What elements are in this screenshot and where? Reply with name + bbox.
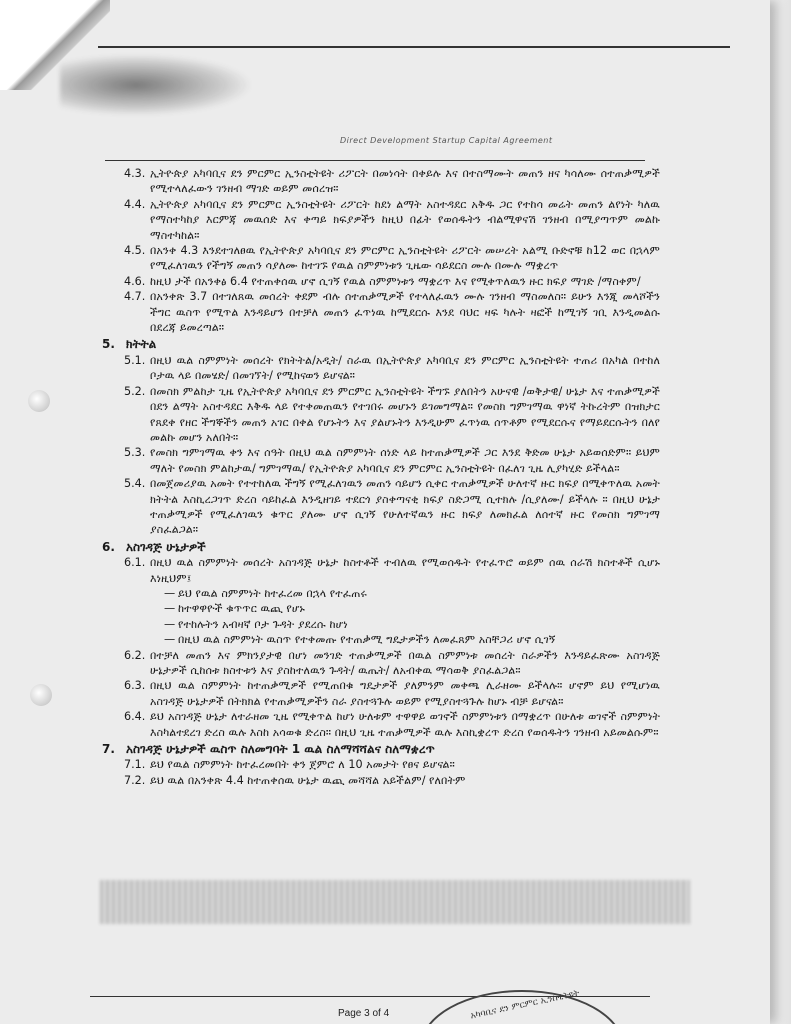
section-title: አስገዳጅ ሁኔታዎች — [126, 539, 206, 554]
clause-text: ኢትዮጵያ አካባቢና ደን ምርምር ኢንስቲትዩት ሪፖርት ከደነ ልማት አስተዳደር አቅዱ ጋር የተከሳ መሬት መጠን ልየነት ካለዉ የማስተካከያ እርምጃ መዉሰድ እና ቀጣይ ክፍያዎችን ከዚህ በፊት የወሰዱትን ብልሚዋናሽ ገንዘብ በሚያጣጥም መልኩ ማስተካከል። — [150, 197, 660, 242]
section-title: አስገዳጅ ሁኔታዎች ዉስጥ ስለመግባት 1 ዉል ስለማሻሻልና ስለማቋረጥ — [126, 742, 435, 757]
punch-hole-lower — [30, 684, 52, 706]
section-title: ክትትል — [126, 337, 157, 352]
clause-number: 7.2. — [124, 773, 146, 787]
clause-text: በዚህ ዉል ስምምነት ከተጠቃሚዎች የሚጠበቁ ግዴታዎች ያለምንም መቀጫ ሊራዘሙ ይችላሉ። ሆኖም ይህ የሚሆነዉ አስገዳጅ ሁኔታዎች በትክክል የተጠቃሚዎችን ስራ ያስተጓጉሉ ወይም የሚያስተጓጉሉ ከሆኑ ብቻ ይሆናል። — [150, 679, 660, 708]
condition-item — [100, 617, 660, 632]
dash-marker: — — [164, 617, 176, 631]
clause-5-1 — [100, 353, 660, 384]
clause-number: 5.3. — [124, 446, 146, 460]
dash-marker: — — [164, 586, 176, 600]
clause-text: በአንቀ 4.3 እንደተገለፀዉ የኢትዮጵያ አካባቢና ደን ምርምር ኢንስቲትዩት ሪፖርት መሠረት አልሚ ቡድኖቹ ከ12 ወር በኋላም የሚፈለገዉን የችግኝ መጠን ሳያለሙ ከተገኙ የዉል ስምምነቱን ጊዜው ሳይደርስ ሙሉ በሙሉ ማቋረጥ — [150, 244, 660, 273]
clause-text: ይህ የዉል ስምምነት ከተፈረመበት ቀን ጀምሮ ለ 10 አመታት የፀና ይሆናል። — [150, 758, 455, 772]
page-number: Page 3 of 4 — [338, 1008, 390, 1019]
faint-header-text: Direct Development Startup Capital Agreement — [340, 136, 553, 145]
clause-4-6 — [100, 274, 660, 289]
dash-marker: — — [164, 602, 176, 616]
section-number: 5. — [102, 337, 115, 352]
clause-number: 6.2. — [124, 648, 146, 662]
clause-text: በዚህ ዉል ስምምነት መሰረት አስገዳጅ ሁኔታ ከስተቶች ተብለዉ የሚወሰዱት የተፈጥሮ ወይም ሰዉ ሰራሽ ክስተቶች ሲሆኑ እነዚህም፤ — [150, 556, 660, 585]
clause-7-2 — [100, 773, 660, 788]
clause-6-1 — [100, 555, 660, 586]
condition-item — [100, 632, 660, 647]
section-number: 7. — [102, 742, 115, 757]
condition-item — [100, 601, 660, 616]
clause-number: 7.1. — [124, 758, 146, 772]
photocopy-smear — [100, 880, 690, 924]
clause-text: ኢትዮጵያ አካባቢና ደን ምርምር ኢንስቲትዩት ሪፖርት በመነሳት በቀይሉ እና በተስማሙት መጠን ዘና ካሳለሙ ሰተጠቃሚዎች የሚተላለፈውን ገንዘብ ማገድ ወይም መሰረዝ። — [150, 167, 660, 196]
clause-4-5 — [100, 243, 660, 274]
clause-5-2 — [100, 384, 660, 446]
clause-text: ይህ ዉል በአንቀጽ 4.4 ከተጠቀሰዉ ሁኔታ ዉጪ መሻሻል አይችልም/ የለበትም — [150, 773, 466, 787]
clause-4-3 — [100, 166, 660, 197]
clause-number: 4.3. — [124, 167, 146, 180]
clause-text: በመጀመሪያዉ አመት የተተከለዉ ችግኝ የሚፈለገዉን መጠን ሳይሆን ሲቀር ተጠቃሚዎች ሁለተኛ ዙር ክፍያ በሚቀጥለዉ አመት ክትትል እስኪረጋገጥ ድረስ ሳይከፈል እንዲዘገይ ተደርጎ ያስቀጣናቂ ክፍያ ስድጋሚ ሲተክሉ /ሲያለሙ/ ይችላሉ ። በዚህ ሁኔታ ተጠቃሚዎች የሚፈለገዉን ቁጥር ያለሙ ሆኖ ሲገኝ የሁለተኛዉን ዙር ክፍያ ለመክፈል ለሰተኛ ዙር የመስክ ግምገማ ያስፈልጋል። — [150, 477, 660, 537]
section-number: 6. — [102, 539, 115, 554]
header-rule — [105, 160, 645, 161]
top-rule — [98, 46, 730, 48]
clause-text: የመስክ ግምገማዉ ቀን እና ሰዓት በዚህ ዉል ስምምነት ሰነድ ላይ ከተጠቃሚዎች ጋር እንደ ቅድመ ሁኔታ አይወሰድም። ይህም ማለት የመስክ ምልከታዉ/ ግምገማዉ/ የኢትዮጵያ አካባቢና ደን ምርምር ኢንስቲትዩት በፈለገ ጊዜ ሊያካሂድ ይችላል። — [150, 446, 660, 475]
clause-number: 5.1. — [124, 353, 146, 367]
clause-text: ከዚህ ታች በአንቀፅ 6.4 የተጠቀሰዉ ሆኖ ሲገኝ የዉል ስምምነቱን ማቋረጥ እና የሚቀጥለዉን ዙር ክፍያ ማገድ /ማስቀም/ — [150, 274, 641, 288]
condition-text: የተከሉትን አብዛኛ ቦታ ጉዳት ያደረሱ ከሆነ — [178, 617, 348, 631]
clause-4-7 — [100, 289, 660, 335]
clause-number: 6.1. — [124, 556, 146, 570]
clause-number: 6.3. — [124, 679, 146, 693]
dash-marker: — — [164, 633, 176, 647]
stamp-text: አካባቢና ደን ምርምር ኢንስቲትዩት — [469, 988, 581, 1022]
clause-number: 4.7. — [124, 290, 146, 304]
clause-5-4 — [100, 476, 660, 538]
clause-text: በመስክ ምልከታ ጊዜ የኢትዮጵያ አካባቢና ደን ምርምር ኢንስቲትዩት ችግኙ ያለበትን አሁናዊ /ወቅታዊ/ ሁኔታ እና ተጠቃሚዎች በደን ልማት አስተዳደር እቅዱ ላይ የተቀመጠዉን የተገበሩ መሆኑን ይገመግማል። የመስክ ግምገማዉ ዋነኛ ትኩረትም በዝክታር የጸደቀ የዘር ችግኞችን መጠን አገር በቀል የሆኑትን እና ያልሆኑትን እንዲሁም ፈጥነዉ ሰጥቶም የሚደርሱና የማይደርሱትን በለየ መልኩ መሆን አለበት። — [150, 384, 660, 444]
condition-text: ይህ የዉል ስምምነት ከተፈረመ በኋላ የተፈጠሩ — [178, 586, 367, 600]
clause-6-3 — [100, 678, 660, 709]
clause-number: 4.4. — [124, 197, 146, 211]
clause-5-3 — [100, 445, 660, 476]
section-5-heading — [100, 337, 660, 352]
clause-number: 4.6. — [124, 274, 146, 288]
clause-text: በአንቀጽ 3.7 በተገለጸዉ መሰረት ቀደም ብሉ ሰተጠቃሚዎች የተላለፈዉን ሙሉ ገንዘብ ማስመለስ። ይሁን እንጂ መላሾችን ችግር ዉስጥ የሚጥል እንዳይሆን በተቻለ መጠን ፈጥነዉ ከሚደርሱ እንደ ባህር ዛፍ ካሉት ዛፎች ከሚገኝ ገቢ እንዲመልሱ በደረጃ ይመረጣል። — [150, 290, 660, 335]
section-7-heading — [100, 742, 660, 757]
clause-number: 5.2. — [124, 384, 146, 398]
clause-4-4 — [100, 197, 660, 243]
clause-6-4 — [100, 709, 660, 740]
document-body — [100, 166, 660, 788]
condition-text: ከተዋዋዮች ቁጥጥር ዉጪ የሆኑ — [178, 602, 305, 616]
clause-number: 4.5. — [124, 244, 146, 258]
section-6-heading — [100, 540, 660, 555]
clause-text: በዚህ ዉል ስምምነት መሰረት የክትትል/አዲት/ ስራዉ በኢትዮጵያ አካባቢና ደን ምርምር ኢንስቲትዩት ተጠሪ በአካል በተከለ ቦታዉ ላይ በመሄድ/ በመገኘት/ የሚከናወን ይሆናል። — [150, 353, 660, 383]
condition-text: በዚህ ዉል ስምምነት ዉስጥ የተቀመጡ የተጠቃሚ ግዴታዎችን ለመፈጸም አስቸጋሪ ሆኖ ሲገኝ — [178, 633, 556, 647]
condition-item — [100, 586, 660, 601]
clause-number: 6.4. — [124, 710, 146, 724]
clause-number: 5.4. — [124, 477, 146, 491]
ink-smudge — [60, 55, 250, 115]
clause-text: ይህ አስገዳጅ ሁኔታ ለተራዘመ ጊዜ የሚቀጥል ከሆነ ሁለቱም ተዋዋይ ወገኖች ስምምነቱን በማቋረጥ በሁለቱ ወገኖች ስምምነት እስካልተደረገ ድረስ ዉሉ እስከ አሳወቁ ድረስ። በዚህ ጊዜ ተጠቃሚዎች ዉሉ እስኪቋረጥ ድረስ የወሰዱትን ገንዘብ አይመልሱም። — [150, 710, 660, 739]
clause-7-1 — [100, 757, 660, 772]
clause-text: በተቻለ መጠን እና ምክንያታዊ በሆነ መንገድ ተጠቃሚዎች በዉል ስምምነቱ መሰረት ስራዎችን እንዳይፈጽሙ አስገዳጅ ሁኔታዎች ሲከሰቱ ክስተቱን እና ያስከተለዉን ጉዳት/ ዉጤት/ ለአብቀዉ ማሳወቅ ያስፈልጋል። — [150, 648, 660, 677]
punch-hole-upper — [28, 390, 50, 412]
clause-6-2 — [100, 648, 660, 679]
